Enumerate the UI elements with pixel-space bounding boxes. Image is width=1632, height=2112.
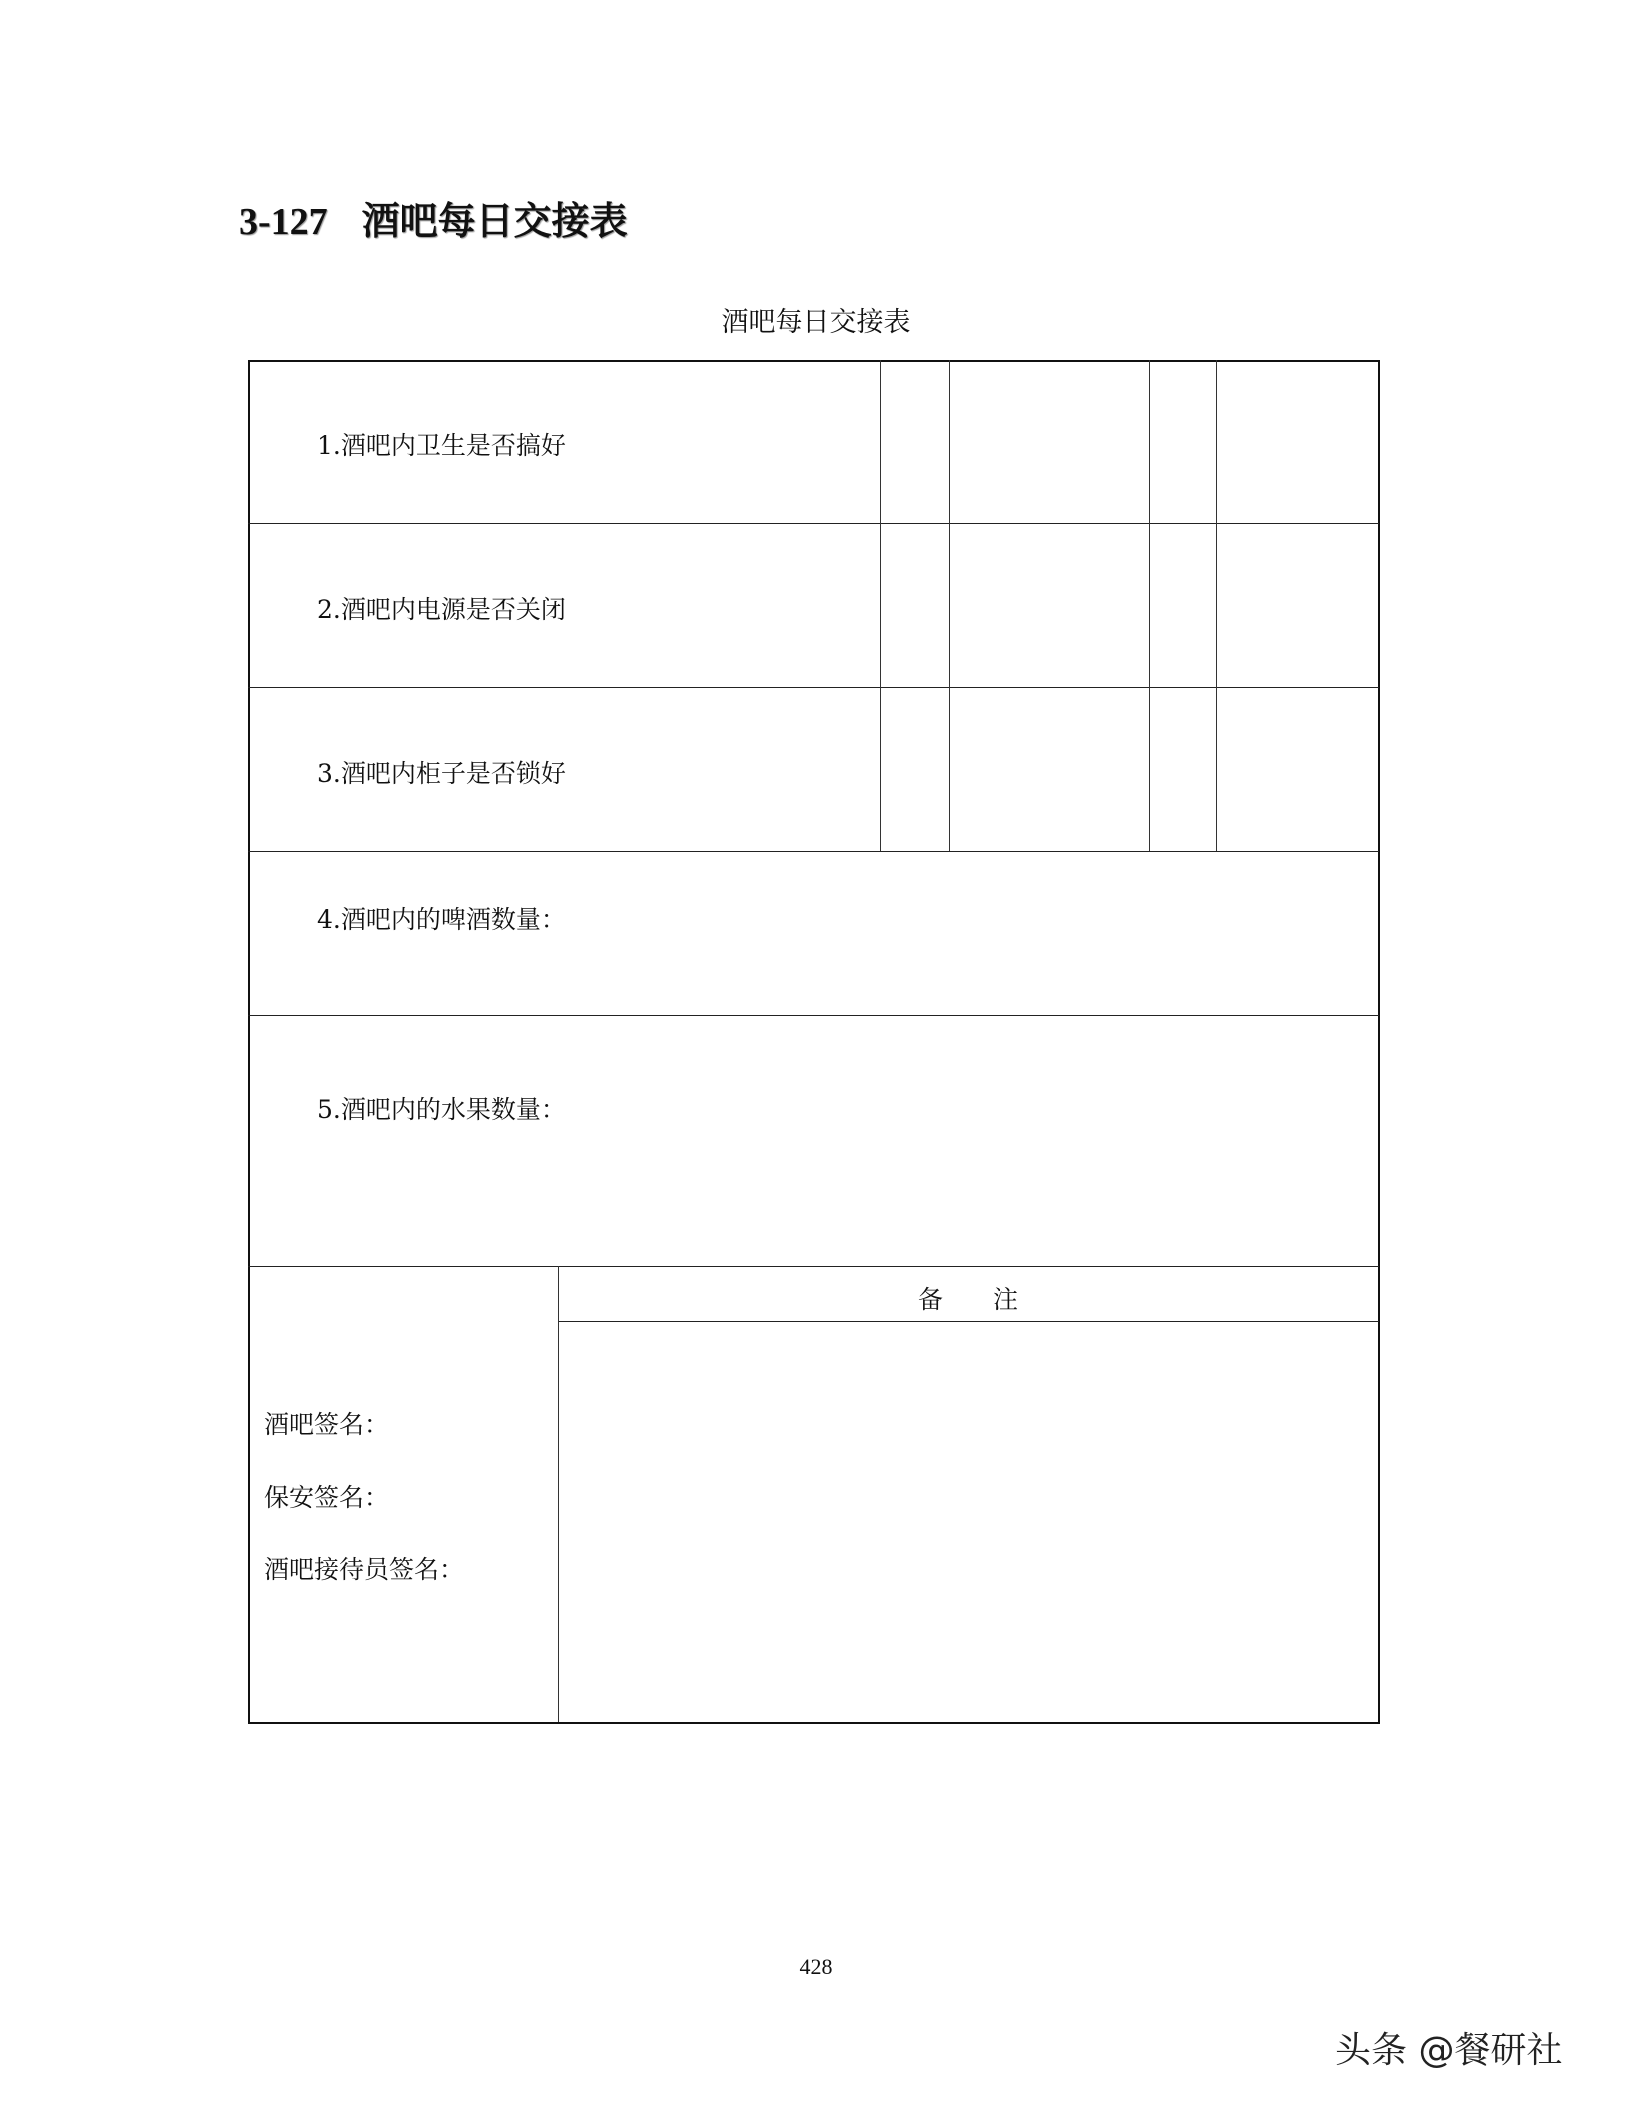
check-item-1: 1.酒吧内卫生是否搞好 [317, 431, 566, 460]
row-divider [248, 1266, 1379, 1267]
count-item-fruit: 5.酒吧内的水果数量： [317, 1095, 566, 1124]
section-title [239, 190, 628, 245]
security-signature-label: 保安签名： [264, 1483, 390, 1512]
bar-host-signature-label: 酒吧接待员签名： [264, 1555, 465, 1584]
signature-remarks-divider [558, 1266, 559, 1722]
column-divider [1149, 360, 1150, 851]
section-title-text: 酒吧每日交接表 [361, 201, 628, 243]
column-divider [949, 360, 950, 851]
remarks-header-divider [558, 1321, 1379, 1322]
page-number: 428 [799, 1954, 833, 1979]
row-divider [248, 687, 1379, 688]
bar-signature-label: 酒吧签名： [264, 1410, 390, 1439]
column-divider [1216, 360, 1217, 851]
row-divider [248, 1015, 1379, 1016]
watermark: 头条 @餐研社 [1335, 2030, 1563, 2071]
check-item-3: 3.酒吧内柜子是否锁好 [317, 759, 566, 788]
remarks-header: 备 注 [917, 1285, 1018, 1314]
form-title: 酒吧每日交接表 [721, 307, 911, 338]
row-divider [248, 523, 1379, 524]
check-item-2: 2.酒吧内电源是否关闭 [317, 595, 566, 624]
count-item-beer: 4.酒吧内的啤酒数量： [317, 905, 566, 934]
table-border [248, 360, 1380, 1724]
row-divider [248, 851, 1379, 852]
section-number: 3-127 [239, 201, 328, 243]
column-divider [880, 360, 881, 851]
